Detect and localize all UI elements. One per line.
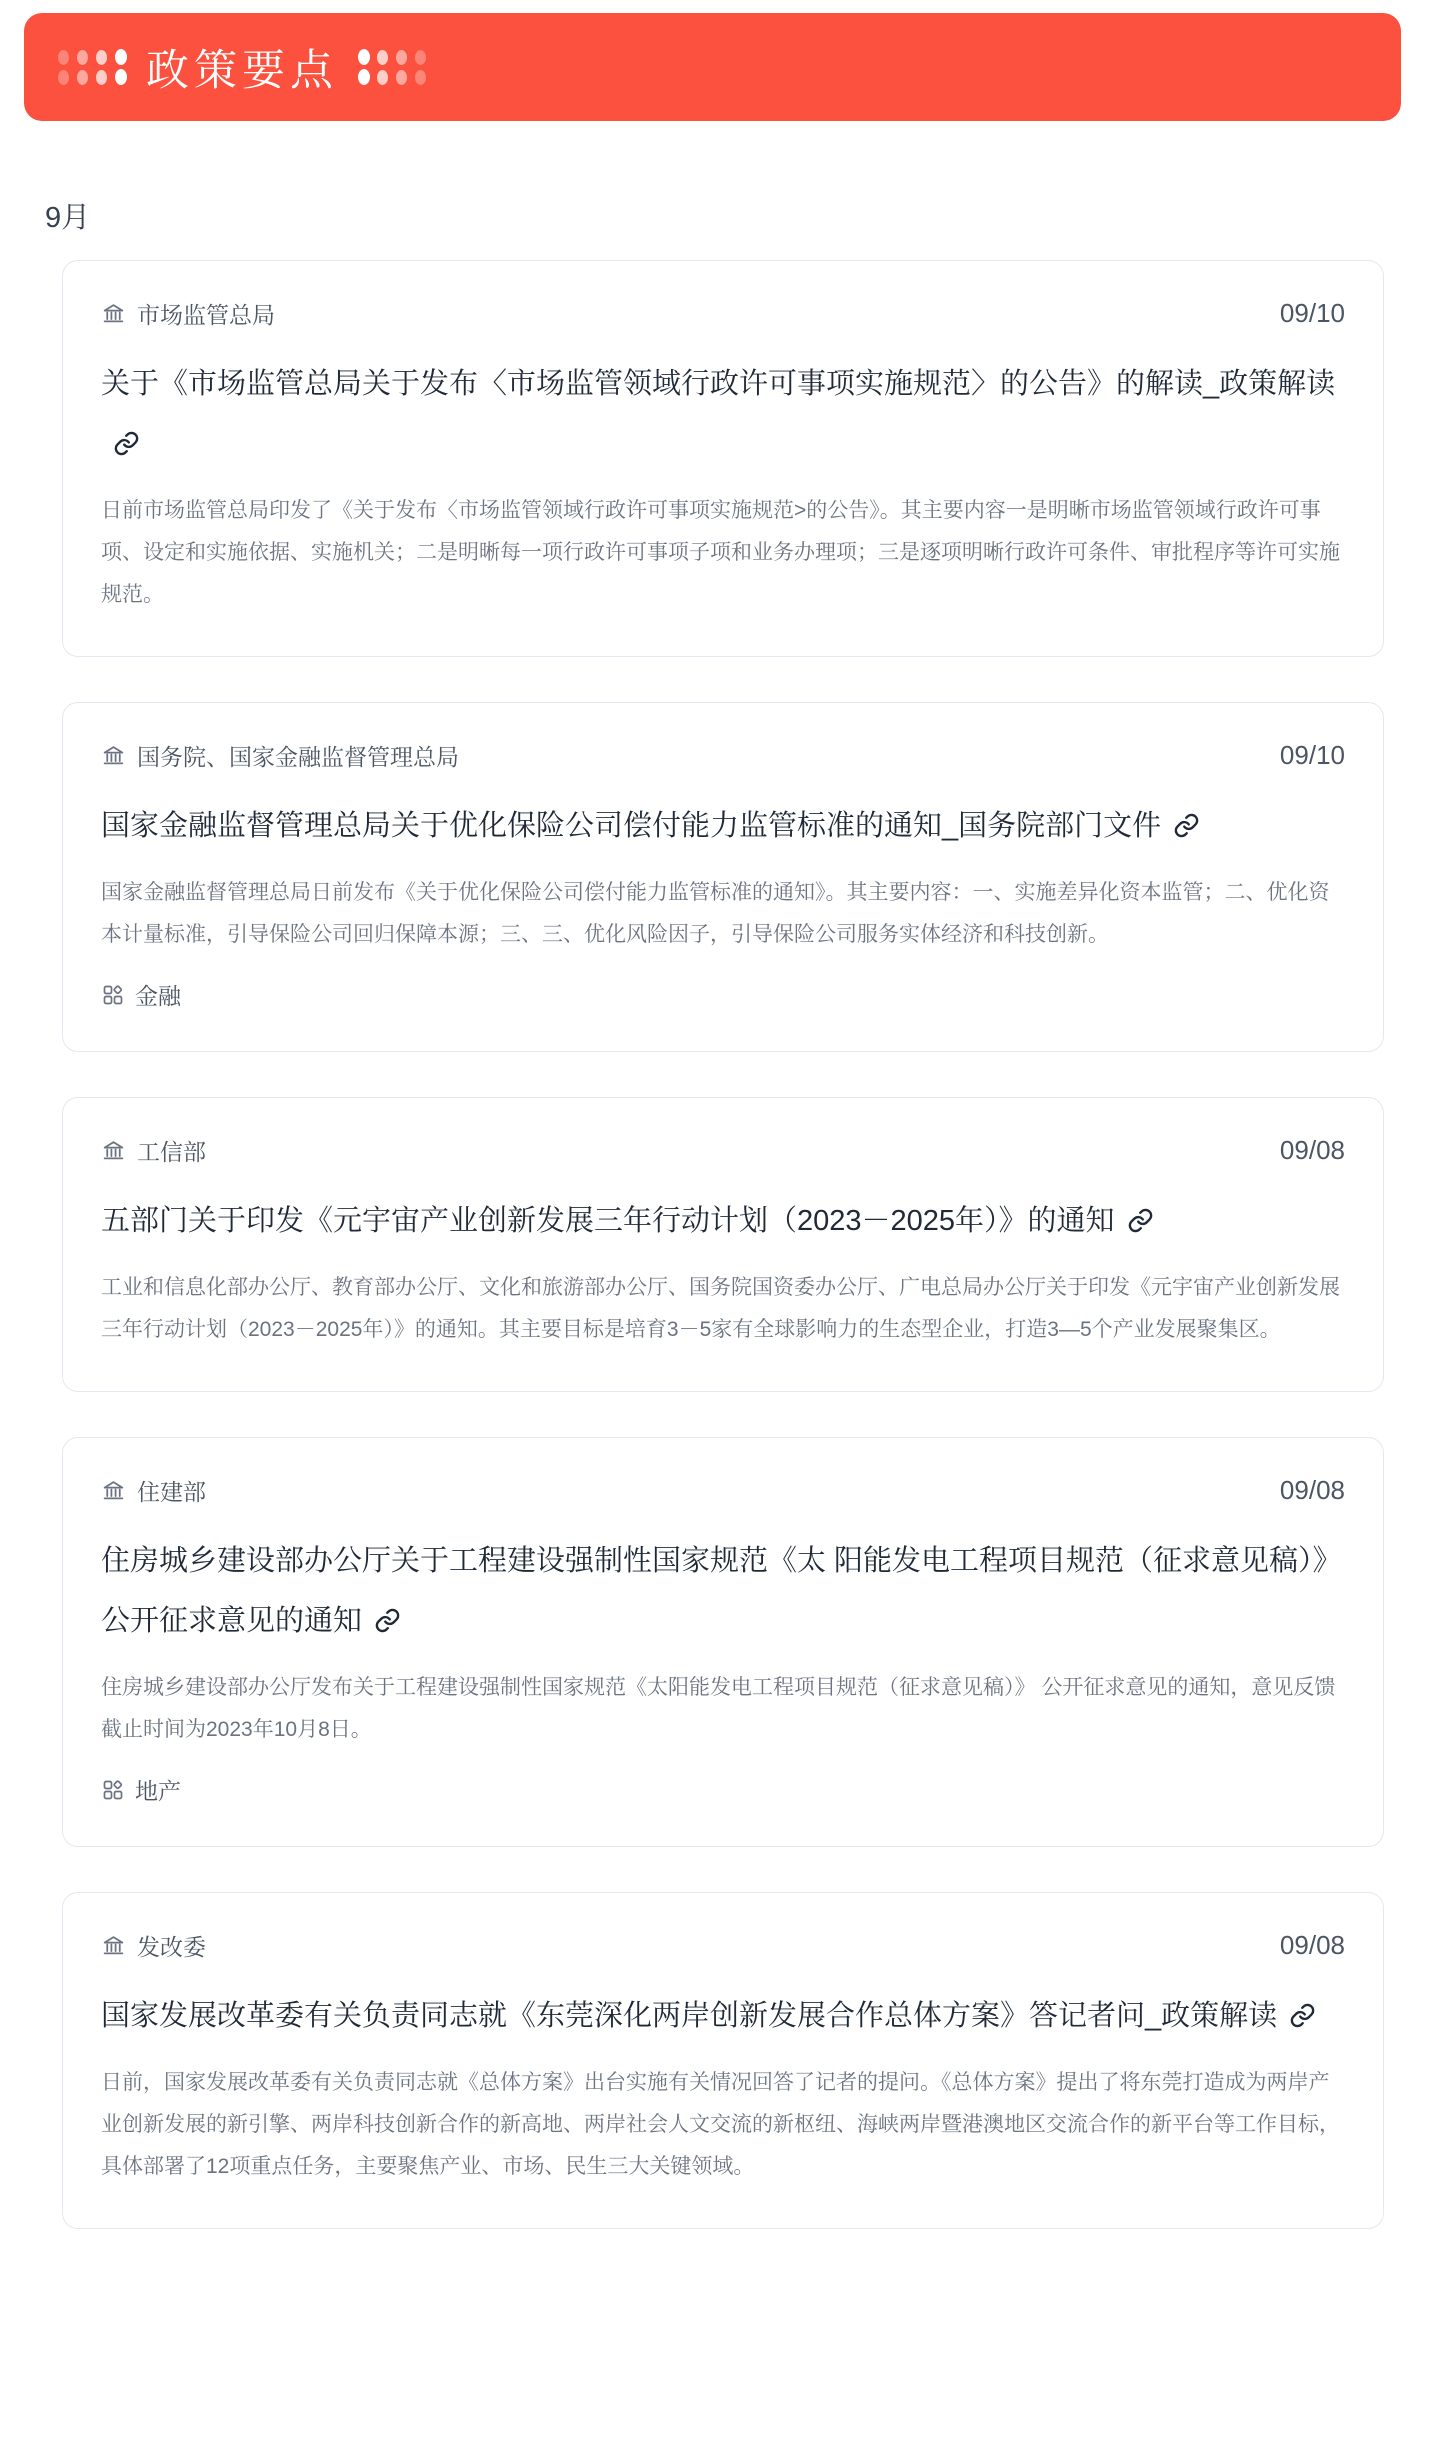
policy-card-list [62,260,1384,2229]
institution [101,1134,206,1167]
bank-icon [101,1138,126,1163]
card-header [101,1134,1345,1167]
category-tag-label: 金融 [135,983,181,1010]
link-icon[interactable] [374,1595,401,1655]
institution [101,1929,206,1962]
institution [101,297,275,330]
publish-date: 09/08 [1279,1930,1345,1961]
policy-highlights-banner [24,13,1401,121]
policy-card [62,1892,1384,2229]
link-icon[interactable] [1173,800,1200,860]
institution-label: 国务院、国家金融监督管理总局 [137,744,459,771]
policy-title-link[interactable]: 关于《市场监管总局关于发布〈市场监管领域行政许可事项实施规范〉的公告》的解读_政策解读 [101,354,1345,478]
institution [101,739,459,772]
link-icon[interactable] [1289,1990,1316,2050]
institution-label: 工信部 [137,1139,206,1166]
institution-label: 住建部 [137,1479,206,1506]
policy-title-link[interactable]: 五部门关于印发《元宇宙产业创新发展三年行动计划（2023－2025年）》的通知 [101,1191,1345,1255]
publish-date: 09/08 [1279,1475,1345,1506]
bank-icon [101,743,126,768]
institution-label: 发改委 [137,1934,206,1961]
card-header [101,739,1345,772]
policy-title-link[interactable]: 国家金融监督管理总局关于优化保险公司偿付能力监管标准的通知_国务院部门文件 [101,796,1345,860]
policy-title-link[interactable]: 国家发展改革委有关负责同志就《东莞深化两岸创新发展合作总体方案》答记者问_政策解读 [101,1986,1345,2050]
publish-date: 09/10 [1279,740,1345,771]
bank-icon [101,301,126,326]
bank-icon [101,1933,126,1958]
category-icon [101,1778,125,1802]
card-header [101,297,1345,330]
policy-title-link[interactable]: 住房城乡建设部办公厅关于工程建设强制性国家规范《太 阳能发电工程项目规范（征求意见稿）》 公开征求意见的通知 [101,1531,1345,1655]
dot-grid-icon [58,50,126,85]
category-tag [101,978,1345,1011]
policy-card [62,702,1384,1052]
policy-summary: 工业和信息化部办公厅、教育部办公厅、文化和旅游部办公厅、国务院国资委办公厅、广电总局办公厅关于印发《元宇宙产业创新发展三年行动计划（2023－2025年）》的通知。其主要目标是培育3－5家有全球影响力的生态型企业，打造3—5个产业发展聚集区。 [101,1276,1340,1342]
category-tag-label: 地产 [135,1778,181,1805]
policy-summary: 日前，国家发展改革委有关负责同志就《总体方案》出台实施有关情况回答了记者的提问。《总体方案》提出了将东莞打造成为两岸产业创新发展的新引擎、两岸科技创新合作的新高地、两岸社会人文交流的新枢纽、海峡两岸暨港澳地区交流合作的新平台等工作目标，具体部署了12项重点任务，主要聚焦产业、市场、民生三大关键领域。 [101,2071,1340,2179]
institution [101,1474,206,1507]
link-icon[interactable] [113,418,140,478]
publish-date: 09/08 [1279,1135,1345,1166]
bank-icon [101,1478,126,1503]
policy-summary: 国家金融监督管理总局日前发布《关于优化保险公司偿付能力监管标准的通知》。其主要内容：一、实施差异化资本监管；二、优化资本计量标准，引导保险公司回归保障本源；三、三、优化风险因子，引导保险公司服务实体经济和科技创新。 [101,881,1330,947]
policy-card [62,260,1384,657]
institution-label: 市场监管总局 [137,302,275,328]
month-heading: 9月 [45,202,91,234]
publish-date: 09/10 [1279,298,1345,328]
link-icon[interactable] [1127,1195,1154,1255]
dot-grid-icon [358,50,426,85]
card-header [101,1474,1345,1507]
card-header [101,1929,1345,1962]
policy-card [62,1097,1384,1392]
category-tag [101,1773,1345,1806]
page-title: 政策要点 [146,46,338,95]
policy-summary: 日前市场监管总局印发了《关于发布〈市场监管领域行政许可事项实施规范>的公告》。其主要内容一是明晰市场监管领域行政许可事项、设定和实施依据、实施机关；二是明晰每一项行政许可事项子项和业务办理项；三是逐项明晰行政许可条件、审批程序等许可实施规范。 [101,499,1340,607]
policy-card [62,1437,1384,1847]
category-icon [101,983,125,1007]
policy-summary: 住房城乡建设部办公厅发布关于工程建设强制性国家规范《太阳能发电工程项目规范（征求意见稿）》 公开征求意见的通知，意见反馈截止时间为2023年10月8日。 [101,1676,1336,1742]
